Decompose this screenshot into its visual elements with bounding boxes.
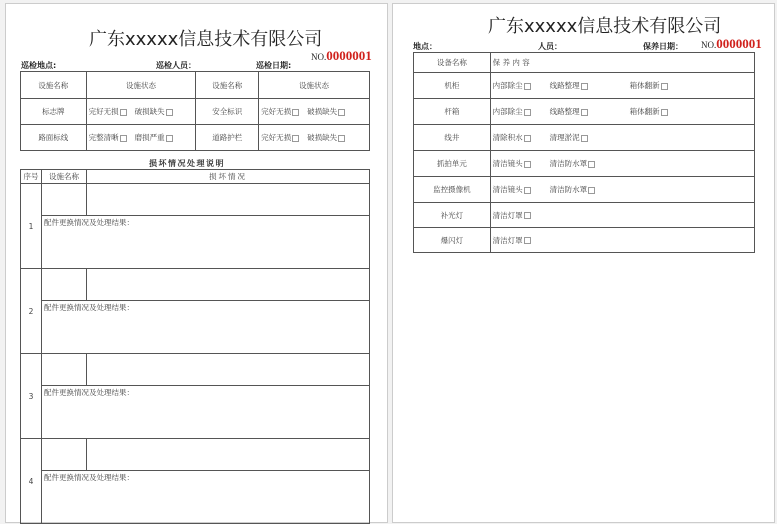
maintenance-date-label: 保养日期： (643, 42, 683, 51)
header: 设施名称 (196, 72, 259, 99)
damage-description-cell[interactable] (86, 439, 369, 471)
damage-row (21, 184, 370, 216)
replacement-result-cell[interactable] (41, 471, 369, 524)
device-name: 机柜 (414, 73, 491, 99)
option: 破损缺失 (134, 107, 165, 116)
checkbox[interactable] (524, 161, 531, 168)
damage-description-cell[interactable] (86, 184, 369, 216)
task-label: 清洁镜头 (492, 185, 523, 194)
table-row (414, 125, 755, 151)
task-label: 箱体翻新 (629, 107, 660, 116)
damage-description-cell[interactable] (86, 354, 369, 386)
option: 完整清晰 (88, 133, 119, 142)
checkbox[interactable] (120, 135, 127, 142)
damage-result-row (21, 386, 370, 439)
checkbox[interactable] (524, 237, 531, 244)
inspection-form-page (5, 3, 388, 523)
table-row (414, 203, 755, 228)
inspection-date-label: 巡检日期: (256, 61, 292, 70)
checkbox[interactable] (292, 135, 299, 142)
facility-name: 标志牌 (21, 99, 87, 125)
device-name: 补光灯 (414, 203, 491, 228)
header: 序号 (21, 170, 42, 184)
left-title: 广东xxxxx信息技术有限公司 (89, 29, 323, 50)
header: 设施状态 (259, 72, 370, 99)
task-label: 清洁灯罩 (492, 235, 523, 245)
device-name: 线井 (414, 125, 491, 151)
task-label: 箱体翻新 (629, 81, 660, 90)
option: 完好无损 (261, 133, 292, 142)
header: 设施状态 (86, 72, 196, 99)
option: 破损缺失 (307, 133, 338, 142)
task-label: 清洁镜头 (492, 159, 523, 168)
checkbox[interactable] (588, 187, 595, 194)
task-label: 清除积水 (492, 133, 523, 142)
checkbox[interactable] (661, 83, 668, 90)
device-name: 抓拍单元 (414, 151, 491, 177)
checkbox[interactable] (338, 135, 345, 142)
replacement-result-label: 配件更换情况及处理结果： (43, 388, 134, 397)
right-serial-number: NO.0000001 (701, 36, 762, 51)
row-number: 2 (21, 269, 42, 354)
staff-label: 人员： (538, 42, 562, 51)
option: 完好无损 (88, 107, 119, 116)
task-label: 线路整理 (549, 81, 580, 90)
facility-name: 安全标识 (196, 99, 259, 125)
damage-description-cell[interactable] (86, 269, 369, 301)
replacement-result-label: 配件更换情况及处理结果： (43, 473, 134, 482)
task-label: 清洁防水罩 (549, 185, 588, 194)
damage-result-row (21, 301, 370, 354)
device-name: 监控摄像机 (414, 177, 491, 203)
replacement-result-cell[interactable] (41, 301, 369, 354)
task-label: 清理淤泥 (549, 133, 580, 142)
checkbox[interactable] (581, 83, 588, 90)
checkbox[interactable] (524, 83, 531, 90)
replacement-result-label: 配件更换情况及处理结果： (43, 218, 134, 227)
row-number: 4 (21, 439, 42, 524)
checkbox[interactable] (166, 135, 173, 142)
header: 设施名称 (41, 170, 86, 184)
table-row (414, 73, 755, 99)
task-label: 清洁灯罩 (492, 210, 523, 220)
location-label: 地点： (413, 42, 437, 51)
row-number: 1 (21, 184, 42, 269)
facility-status-table (20, 71, 370, 151)
inspector-label: 巡检人员： (156, 61, 196, 70)
damage-row (21, 354, 370, 386)
damage-table (20, 169, 370, 524)
facility-name-cell[interactable] (41, 354, 86, 386)
damage-result-row (21, 216, 370, 269)
replacement-result-cell[interactable] (41, 216, 369, 269)
facility-name-cell[interactable] (41, 439, 86, 471)
device-name: 爆闪灯 (414, 228, 491, 253)
task-label: 内部除尘 (492, 107, 523, 116)
checkbox[interactable] (581, 109, 588, 116)
damage-result-row (21, 471, 370, 524)
maintenance-table (413, 52, 755, 253)
header: 设备名称 (414, 53, 491, 73)
checkbox[interactable] (524, 187, 531, 194)
inspection-location-label: 巡检地点: (21, 61, 57, 70)
header: 损坏情况 (86, 170, 369, 184)
header: 设施名称 (21, 72, 87, 99)
checkbox[interactable] (524, 109, 531, 116)
left-serial-number: NO.0000001 (311, 48, 372, 63)
task-label: 清洁防水罩 (549, 159, 588, 168)
row-number: 3 (21, 354, 42, 439)
table-row (414, 228, 755, 253)
facility-name: 道路护栏 (196, 125, 259, 151)
checkbox[interactable] (581, 135, 588, 142)
option: 磨损严重 (134, 133, 165, 142)
table-row (414, 177, 755, 203)
table-row (414, 99, 755, 125)
facility-name-cell[interactable] (41, 269, 86, 301)
table-row (21, 125, 370, 151)
checkbox[interactable] (338, 109, 345, 116)
damage-section-title: 损坏情况处理说明 (149, 159, 225, 168)
checkbox[interactable] (166, 109, 173, 116)
device-name: 杆箱 (414, 99, 491, 125)
checkbox[interactable] (524, 135, 531, 142)
checkbox[interactable] (120, 109, 127, 116)
replacement-result-cell[interactable] (41, 386, 369, 439)
right-title: 广东xxxxx信息技术有限公司 (488, 16, 722, 37)
damage-row (21, 269, 370, 301)
task-label: 内部除尘 (492, 81, 523, 90)
checkbox[interactable] (292, 109, 299, 116)
maintenance-form-page (392, 3, 775, 523)
checkbox[interactable] (588, 161, 595, 168)
checkbox[interactable] (661, 109, 668, 116)
facility-name: 路面标线 (21, 125, 87, 151)
damage-row (21, 439, 370, 471)
facility-name-cell[interactable] (41, 184, 86, 216)
option: 完好无损 (261, 107, 292, 116)
checkbox[interactable] (524, 212, 531, 219)
table-row (414, 151, 755, 177)
option: 破损缺失 (307, 107, 338, 116)
header: 保 养 内 容 (490, 53, 754, 73)
task-label: 线路整理 (549, 107, 580, 116)
replacement-result-label: 配件更换情况及处理结果： (43, 303, 134, 312)
table-row (21, 99, 370, 125)
